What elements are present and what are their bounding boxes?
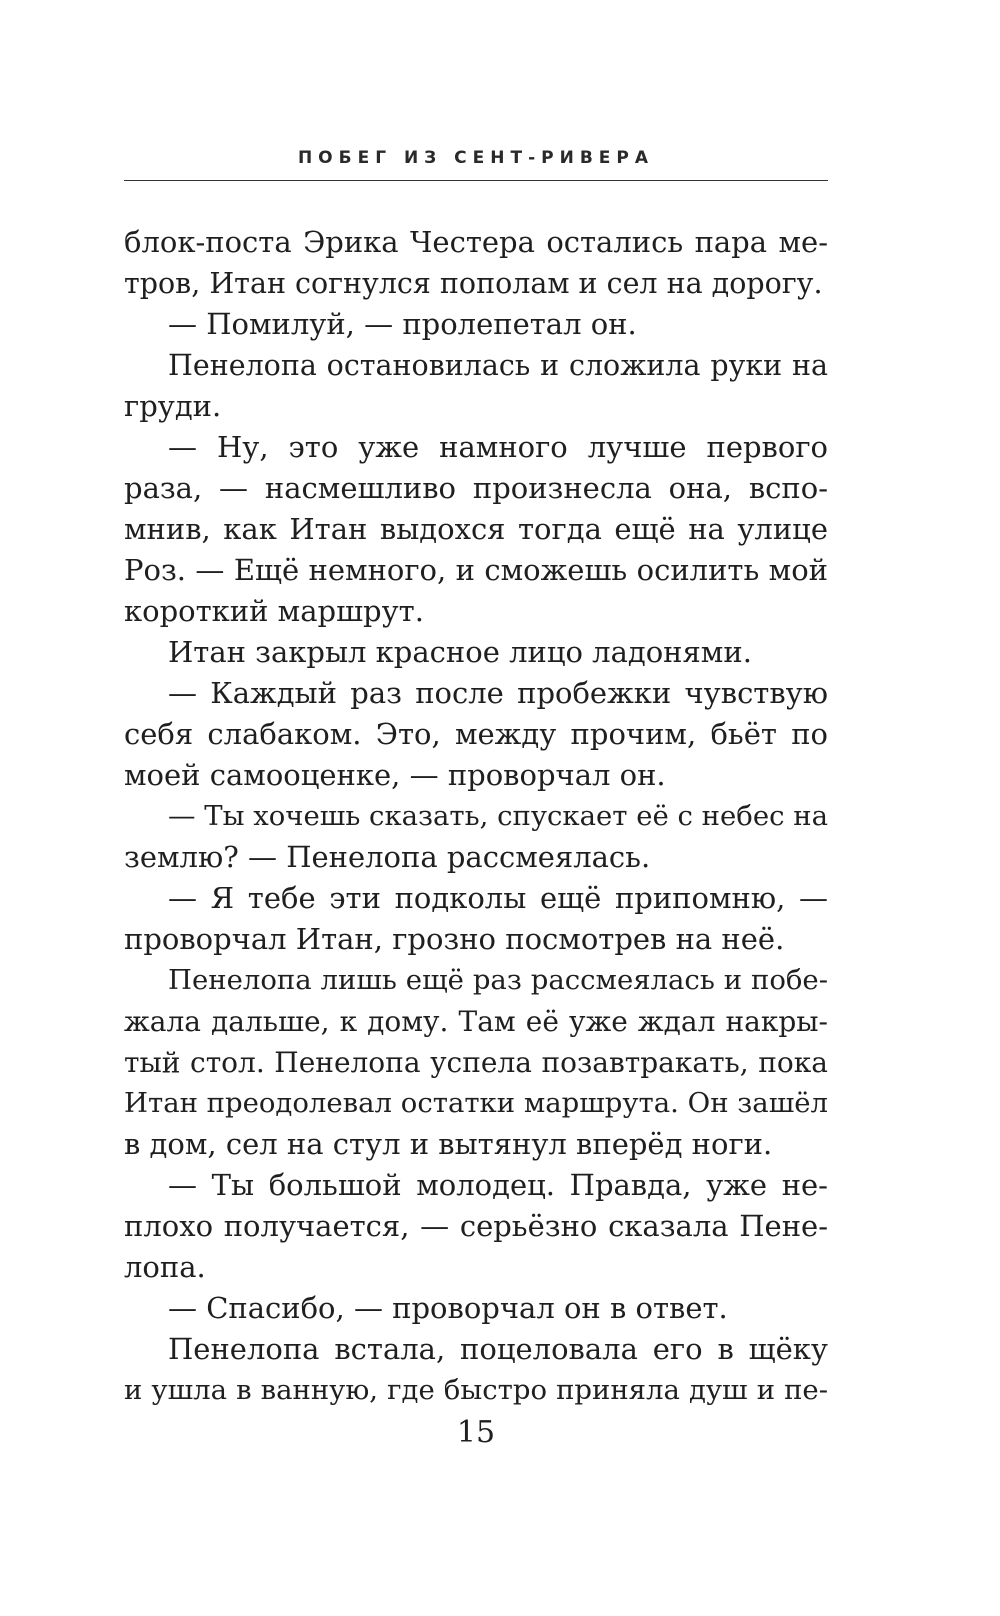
text-line: короткий маршрут. [124, 594, 424, 628]
text-line: лопа. [124, 1250, 206, 1284]
text-line: тый стол. Пенелопа успела позавтракать, пока [124, 1046, 828, 1079]
text-line: тров, Итан согнулся пополам и сел на дорогу. [124, 267, 823, 300]
text-line: — Каждый раз после пробежки чувствую [168, 676, 828, 710]
text-line: и ушла в ванную, где быстро приняла душ и пе- [124, 1374, 828, 1406]
text-line: Пенелопа лишь ещё раз рассмеялась и побе- [168, 964, 828, 996]
text-line: Пенелопа остановилась и сложила руки на [168, 349, 828, 382]
text-line: мнив, как Итан выдохся тогда ещё на улице [124, 512, 828, 546]
text-line: плохо получается, — серьёзно сказала Пене- [124, 1209, 828, 1243]
text-line: моей самооценке, — проворчал он. [124, 758, 666, 792]
text-line: блок-поста Эрика Честера остались пара ме- [124, 225, 828, 259]
text-line: Итан закрыл красное лицо ладонями. [168, 635, 752, 669]
text-line: жала дальше, к дому. Там её уже ждал накры- [124, 1005, 828, 1038]
header-rule [124, 180, 828, 181]
text-line: в дом, сел на стул и вытянул вперёд ноги. [124, 1127, 773, 1161]
text-line: раза, — насмешливо произнесла она, вспо- [124, 471, 828, 505]
text-line: груди. [124, 389, 222, 423]
text-line: — Ты хочешь сказать, спускает её с небес на [168, 800, 828, 832]
text-line: — Спасибо, — проворчал он в ответ. [168, 1291, 728, 1325]
running-title: ПОБЕГ ИЗ СЕНТ-РИВЕРА [297, 148, 655, 168]
text-line: себя слабаком. Это, между прочим, бьёт по [124, 717, 828, 751]
text-line: землю? — Пенелопа рассмеялась. [124, 840, 651, 874]
text-line: — Я тебе эти подколы ещё припомню, — [168, 881, 828, 915]
text-line: Итан преодолевал остатки маршрута. Он зашёл [124, 1087, 828, 1119]
text-line: Роз. — Ещё немного, и сможешь осилить мой [124, 553, 828, 587]
body-text [124, 222, 828, 1411]
text-line: — Ну, это уже намного лучше первого [168, 430, 828, 464]
text-line: — Помилуй, — пролепетал он. [168, 307, 637, 341]
text-line: — Ты большой молодец. Правда, уже не- [168, 1168, 828, 1202]
text-line: проворчал Итан, грозно посмотрев на неё. [124, 922, 785, 956]
text-line: Пенелопа встала, поцеловала его в щёку [168, 1332, 828, 1366]
page-number: 15 [456, 1415, 496, 1450]
